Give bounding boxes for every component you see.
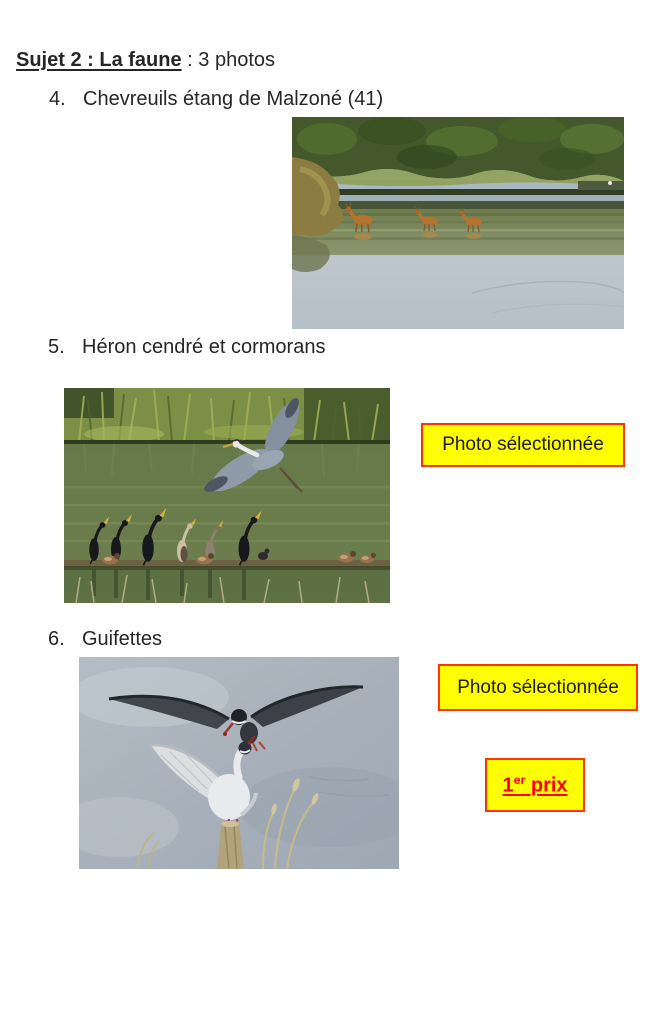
list-label: Héron cendré et cormorans [82, 336, 326, 358]
first-prize-ordinal: er [513, 772, 526, 787]
selected-photo-badge-heron [421, 423, 625, 467]
first-prize-word: prix [525, 774, 568, 797]
selected-photo-badge-guifettes [438, 664, 638, 711]
section-title-suffix: : 3 photos [181, 49, 275, 71]
first-prize-badge [485, 758, 585, 812]
first-prize-label [502, 773, 567, 798]
list-item-heron [48, 334, 325, 360]
list-number: 4. [49, 88, 66, 110]
photo-guifettes [79, 657, 399, 869]
photo-guifettes-art [79, 657, 399, 869]
photo-heron-cormorans [64, 388, 390, 603]
section-title [16, 47, 275, 73]
first-prize-number: 1 [502, 774, 514, 797]
list-number: 6. [48, 628, 65, 650]
photo-heron-art [64, 388, 390, 603]
list-label: Chevreuils étang de Malzoné (41) [83, 88, 384, 110]
list-item-guifettes [48, 626, 162, 652]
list-number: 5. [48, 336, 65, 358]
list-item-chevreuils [49, 86, 383, 112]
photo-chevreuils-art [292, 117, 624, 329]
selected-photo-badge-label: Photo sélectionnée [457, 676, 619, 698]
selected-photo-badge-label: Photo sélectionnée [442, 434, 604, 455]
photo-chevreuils [292, 117, 624, 329]
list-label: Guifettes [82, 628, 163, 650]
section-title-main: Sujet 2 : La faune [16, 49, 182, 71]
